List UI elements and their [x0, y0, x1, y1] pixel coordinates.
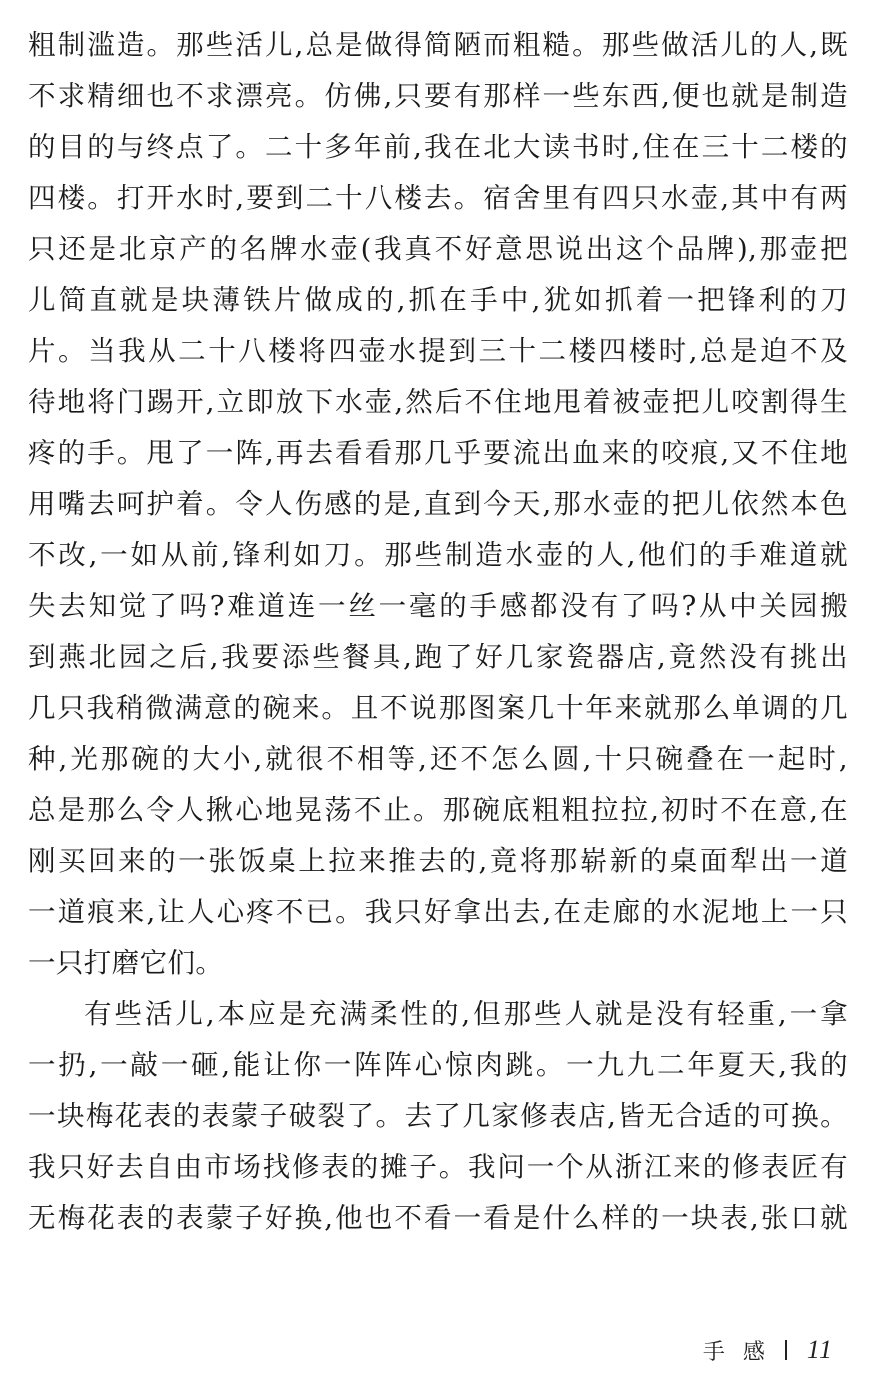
text-line: 几只我稍微满意的碗来。且不说那图案几十年来就那么单调的几: [28, 692, 848, 724]
text-line: 用嘴去呵护着。令人伤感的是,直到今天,那水壶的把儿依然本色: [28, 488, 848, 520]
text-line: 到燕北园之后,我要添些餐具,跑了好几家瓷器店,竟然没有挑出: [28, 641, 848, 673]
text-line: 我只好去自由市场找修表的摊子。我问一个从浙江来的修表匠有: [28, 1151, 848, 1183]
footer-divider: [785, 1340, 787, 1360]
page-body: [28, 20, 848, 1244]
text-line: 粗制滥造。那些活儿,总是做得简陋而粗糙。那些做活儿的人,既: [28, 29, 848, 61]
text-line: 疼的手。甩了一阵,再去看看那几乎要流出血来的咬痕,又不住地: [28, 437, 848, 469]
text-line: 刚买回来的一张饭桌上拉来推去的,竟将那崭新的桌面犁出一道: [28, 845, 848, 877]
text-line: 一扔,一敲一砸,能让你一阵阵心惊肉跳。一九九二年夏天,我的: [28, 1049, 848, 1081]
text-line: 待地将门踢开,立即放下水壶,然后不住地甩着被壶把儿咬割得生: [28, 386, 848, 418]
text-line: 一道痕来,让人心疼不已。我只好拿出去,在走廊的水泥地上一只: [28, 896, 848, 928]
page-number: 11: [806, 1335, 833, 1364]
text-line: 儿简直就是块薄铁片做成的,抓在手中,犹如抓着一把锋利的刀: [28, 284, 848, 316]
text-line: 的目的与终点了。二十多年前,我在北大读书时,住在三十二楼的: [28, 131, 848, 163]
text-line: 只还是北京产的名牌水壶(我真不好意思说出这个品牌),那壶把: [28, 233, 848, 265]
paragraph-1: [28, 20, 848, 989]
text-line: 四楼。打开水时,要到二十八楼去。宿舍里有四只水壶,其中有两: [28, 182, 848, 214]
text-line: 种,光那碗的大小,就很不相等,还不怎么圆,十只碗叠在一起时,: [28, 743, 848, 775]
text-line: 一只打磨它们。: [28, 947, 224, 979]
text-line: 片。当我从二十八楼将四壶水提到三十二楼四楼时,总是迫不及: [28, 335, 848, 367]
text-line: 失去知觉了吗?难道连一丝一毫的手感都没有了吗?从中关园搬: [28, 590, 848, 622]
page-footer: [703, 1332, 833, 1368]
text-line: 总是那么令人揪心地晃荡不止。那碗底粗粗拉拉,初时不在意,在: [28, 794, 848, 826]
running-chapter-title: 手感: [702, 1339, 783, 1365]
paragraph-2: [28, 989, 848, 1244]
text-line: 无梅花表的表蒙子好换,他也不看一看是什么样的一块表,张口就: [28, 1202, 848, 1234]
text-line: 不改,一如从前,锋利如刀。那些制造水壶的人,他们的手难道就: [28, 539, 848, 571]
text-line: 一块梅花表的表蒙子破裂了。去了几家修表店,皆无合适的可换。: [28, 1100, 848, 1132]
text-line: 有些活儿,本应是充满柔性的,但那些人就是没有轻重,一拿: [84, 998, 848, 1030]
text-line: 不求精细也不求漂亮。仿佛,只要有那样一些东西,便也就是制造: [28, 80, 848, 112]
